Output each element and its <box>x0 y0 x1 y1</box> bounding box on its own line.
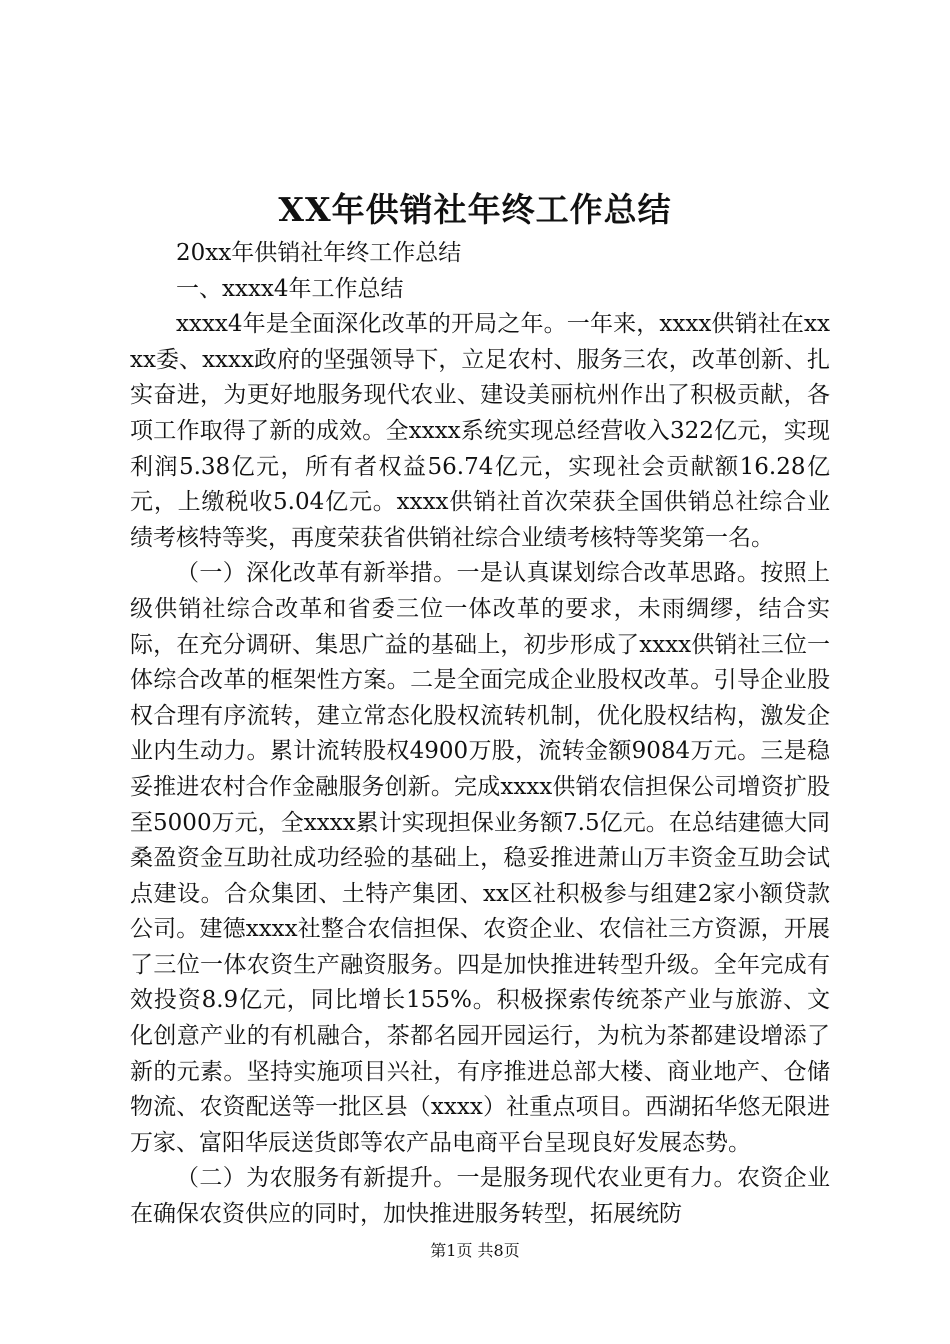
page-title: XX年供销社年终工作总结 <box>278 190 672 229</box>
body-paragraph: （二）为农服务有新提升。一是服务现代农业更有力。农资企业在确保农资供应的同时，加快推进服务转型，拓展统防 <box>130 1165 830 1228</box>
document-subtitle: 20xx年供销社年终工作总结 <box>176 240 462 266</box>
document-body <box>130 236 830 1233</box>
page-footer: 第1页 共8页 <box>430 1241 520 1260</box>
body-paragraph: xxxx4年是全面深化改革的开局之年。一年来，xxxx供销社在xxxx委、xxxx政府的坚强领导下，立足农村、服务三农，改革创新、扎实奋进，为更好地服务现代农业、建设美丽杭州作出了积极贡献，各项工作取得了新的成效。全xxxx系统实现总经营收入322亿元，实现利润5.38亿元，所有者权益56.74亿元，实现社会贡献额16.28亿元，上缴税收5.04亿元。xxxx供销社首次荣获全国供销总社综合业绩考核特等奖，再度荣获省供销社综合业绩考核特等奖第一名。 <box>130 311 830 551</box>
section-heading: 一、xxxx4年工作总结 <box>176 275 404 302</box>
body-paragraph: （一）深化改革有新举措。一是认真谋划综合改革思路。按照上级供销社综合改革和省委三位一体改革的要求，未雨绸缪，结合实际，在充分调研、集思广益的基础上，初步形成了xxxx供销社三位一体综合改革的框架性方案。二是全面完成企业股权改革。引导企业股权合理有序流转，建立常态化股权流转机制，优化股权结构，激发企业内生动力。累计流转股权4900万股，流转金额9084万元。三是稳妥推进农村合作金融服务创新。完成xxxx供销农信担保公司增资扩股至5000万元，全xxxx累计实现担保业务额7.5亿元。在总结建德大同桑盈资金互助社成功经验的基础上，稳妥推进萧山万丰资金互助会试点建设。合众集团、土特产集团、xx区社积极参与组建2家小额贷款公司。建德xxxx社整合农信担保、农资企业、农信社三方资源，开展了三位一体农资生产融资服务。四是加快推进转型升级。全年完成有效投资8.9亿元，同比增长155%。积极探索传统茶产业与旅游、文化创意产业的有机融合，茶都名园开园运行，为杭为茶都建设增添了新的元素。坚持实施项目兴社，有序推进总部大楼、商业地产、仓储物流、农资配送等一批区县（xxxx）社重点项目。西湖拓华悠无限进万家、富阳华辰送货郎等农产品电商平台呈现良好发展态势。 <box>130 560 830 1156</box>
